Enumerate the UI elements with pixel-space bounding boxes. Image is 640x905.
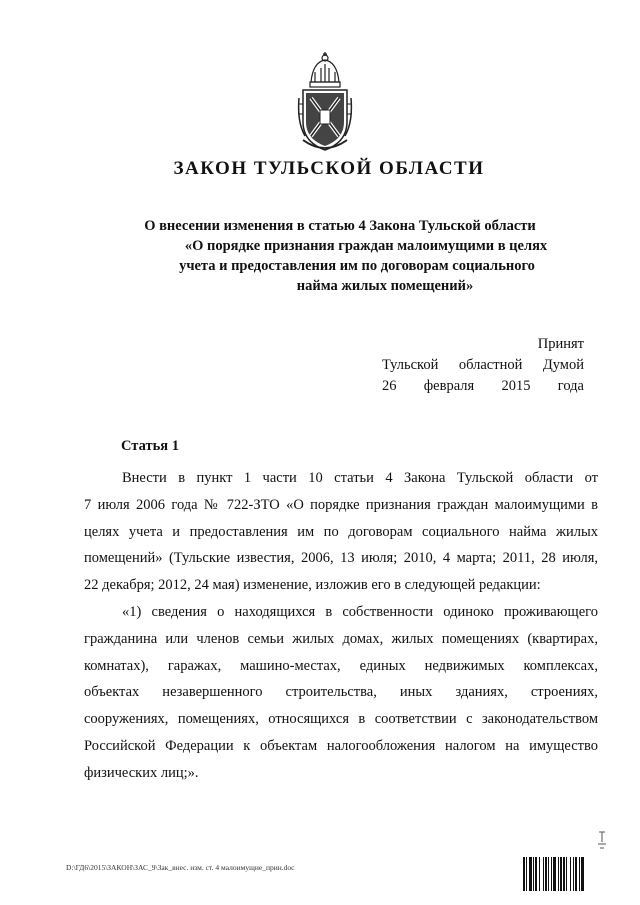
barcode-bar [558, 857, 559, 891]
barcode-bar [548, 857, 549, 891]
paragraph-line: гражданина или членов семьи жилых домах, жилых помещениях (квартирах, [84, 630, 598, 647]
barcode-bar [563, 857, 565, 891]
file-path: D:\ГД6\2015\ЗАКОН\ЗАС_9\Зак_внес. изм. ст. 4 малоимущие_прин.doc [66, 863, 295, 872]
article-body [84, 465, 598, 787]
paragraph-line: Внести в пункт 1 части 10 статьи 4 Закона Тульской области от [122, 470, 598, 486]
adopted-word: областной [458, 357, 523, 373]
barcode-bar [553, 857, 556, 891]
scan-mark-icon [595, 830, 609, 852]
barcode-bar [529, 857, 532, 891]
barcode-bar [545, 857, 547, 891]
adopted-word: года [557, 378, 584, 394]
paragraph-line: объектах незавершенного строительства, иных зданиях, строениях, [84, 684, 598, 701]
barcode-bar [560, 857, 562, 891]
barcode-bar [579, 857, 580, 891]
barcode-bar [581, 857, 584, 891]
barcode-bar [575, 857, 577, 891]
adopted-word: 26 [382, 378, 397, 394]
paragraph-line: Российской Федерации к объектам налогообложения налогом на имущество [84, 737, 598, 754]
paragraph-line: 7 июля 2006 года № 722-ЗТО «О порядке признания граждан малоимущими в [84, 496, 598, 513]
paragraph-line: физических лиц;». [84, 764, 199, 781]
adopted-word: февраля [423, 378, 475, 394]
barcode-bar [551, 857, 552, 891]
subtitle-line: найма жилых помещений» [296, 278, 474, 294]
barcode-bar [533, 857, 534, 891]
adopted-by [382, 355, 584, 376]
barcode-bar [543, 857, 544, 891]
paragraph-line: комнатах), гаражах, машино-местах, единых недвижимых комплексах, [84, 657, 598, 674]
adopted-word: Тульской [382, 357, 439, 373]
barcode-bar [535, 857, 537, 891]
subtitle-line: учета и предоставления им по договорам социального [179, 258, 535, 274]
adoption-block [382, 334, 584, 397]
subtitle-line: «О порядке признания граждан малоимущими в целях [184, 238, 548, 254]
paragraph-line: 22 декабря; 2012, 24 мая) изменение, изложив его в следующей редакции: [84, 577, 541, 594]
adopted-word: 2015 [501, 378, 531, 394]
barcode-bar [526, 857, 527, 891]
adopted-date [382, 376, 584, 397]
barcode-bar [573, 857, 574, 891]
barcode-bar [566, 857, 567, 891]
adopted-word: Думой [542, 357, 584, 373]
barcode-bar [570, 857, 571, 891]
barcode-bar [523, 857, 525, 891]
paragraph-line: «1) сведения о находящихся в собственности одиноко проживающего [122, 603, 598, 620]
law-title: ЗАКОН ТУЛЬСКОЙ ОБЛАСТИ [173, 158, 485, 179]
article-heading: Статья 1 [121, 438, 179, 454]
paragraph-line: помещений» (Тульские известия, 2006, 13 июля; 2010, 4 марта; 2011, 28 июля, [84, 550, 598, 567]
law-subtitle [100, 216, 580, 296]
barcode-icon [522, 857, 618, 891]
subtitle-line: О внесении изменения в статью 4 Закона Тульской области [144, 218, 536, 234]
barcode-bar [539, 857, 540, 891]
adopted-label: Принят [537, 336, 584, 352]
paragraph-line: целях учета и предоставления им по договорам социального найма жилых [84, 523, 598, 540]
tula-region-coat-of-arms-icon [297, 52, 353, 154]
paragraph-line: сооружениях, помещениях, относящихся в соответствии с законодательством [84, 711, 598, 728]
